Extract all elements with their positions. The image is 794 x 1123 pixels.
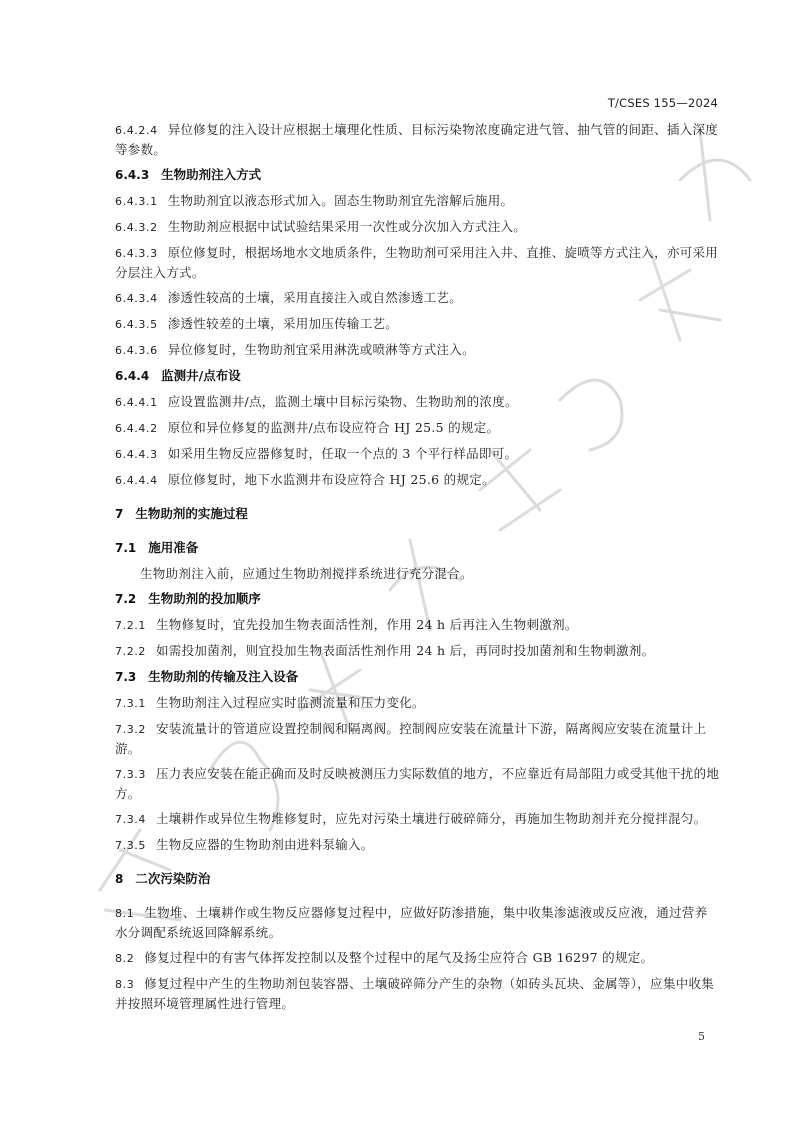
clause-text: 渗透性较高的土壤，采用直接注入或自然渗透工艺。 — [167, 290, 463, 305]
section-title: 生物助剂注入方式 — [161, 167, 262, 182]
section-heading — [115, 165, 720, 185]
clause-number: 6.4.4.1 — [115, 396, 158, 409]
clause-paragraph — [115, 903, 720, 942]
clause-text: 生物助剂注入过程应实时监测流量和压力变化。 — [156, 695, 425, 710]
section-title: 二次污染防治 — [135, 871, 211, 886]
section-number: 6.4.4 — [115, 369, 150, 383]
clause-paragraph — [115, 470, 720, 490]
clause-text: 原位修复时，根据场地水文地质条件，生物助剂可采用注入井、直推、旋喷等方式注入，亦可采用分层注入方式。 — [115, 245, 719, 280]
clause-paragraph — [115, 340, 720, 360]
section-title: 生物助剂的传输及注入设备 — [148, 669, 299, 684]
clause-paragraph — [115, 191, 720, 211]
clause-paragraph — [115, 615, 720, 635]
clause-number: 7.2.1 — [115, 619, 146, 632]
clause-number: 6.4.3.1 — [115, 195, 158, 208]
clause-text: 异位修复时，生物助剂宜采用淋洗或喷淋等方式注入。 — [167, 342, 475, 357]
clause-text: 生物助剂宜以液态形式加入。固态生物助剂宜先溶解后施用。 — [167, 193, 514, 208]
clause-text: 应设置监测井/点，监测土壤中目标污染物、生物助剂的浓度。 — [167, 394, 518, 409]
clause-text: 生物反应器的生物助剂由进料泵输入。 — [156, 837, 374, 852]
section-heading — [115, 538, 720, 558]
clause-number: 6.4.4.4 — [115, 474, 158, 487]
clause-paragraph — [115, 948, 720, 968]
clause-number: 6.4.3.5 — [115, 318, 158, 331]
section-heading — [115, 366, 720, 386]
section-heading — [115, 667, 720, 687]
section-number: 8 — [115, 872, 124, 886]
clause-number: 6.4.4.2 — [115, 422, 158, 435]
clause-paragraph — [115, 719, 720, 758]
clause-number: 7.3.1 — [115, 697, 146, 710]
clause-text: 如需投加菌剂，则宜投加生物表面活性剂作用 24 h 后，再同时投加菌剂和生物刺激剂。 — [156, 643, 655, 658]
section-title: 施用准备 — [148, 540, 199, 555]
clause-number: 6.4.3.2 — [115, 221, 158, 234]
section-title: 生物助剂的实施过程 — [135, 506, 248, 521]
clause-number: 7.3.4 — [115, 813, 146, 826]
clause-number: 8.3 — [115, 978, 135, 991]
clause-text: 土壤耕作或异位生物堆修复时，应先对污染土壤进行破碎筛分，再施加生物助剂并充分搅拌混匀。 — [156, 811, 707, 826]
clause-number: 6.4.3.3 — [115, 247, 158, 260]
clause-number: 7.3.2 — [115, 723, 146, 736]
clause-text: 安装流量计的管道应设置控制阀和隔离阀。控制阀应安装在流量计下游，隔离阀应安装在流量计上游。 — [115, 721, 707, 756]
clause-paragraph — [115, 835, 720, 855]
document-code: T/CSES 155—2024 — [607, 96, 718, 110]
clause-text: 生物修复时，宜先投加生物表面活性剂，作用 24 h 后再注入生物刺激剂。 — [156, 617, 578, 632]
clause-paragraph — [115, 444, 720, 464]
clause-paragraph — [115, 243, 720, 282]
clause-text: 修复过程中的有害气体挥发控制以及整个过程中的尾气及扬尘应符合 GB 16297 的规定。 — [144, 950, 654, 965]
clause-text: 原位和异位修复的监测井/点布设应符合 HJ 25.5 的规定。 — [167, 420, 500, 435]
clause-text: 异位修复的注入设计应根据土壤理化性质、目标污染物浓度确定进气管、抽气管的间距、插入深度等参数。 — [115, 122, 719, 157]
clause-number: 7.2.2 — [115, 645, 146, 658]
section-number: 7 — [115, 507, 124, 521]
clause-number: 6.4.3.6 — [115, 344, 158, 357]
clause-text: 原位修复时，地下水监测井布设应符合 HJ 25.6 的规定。 — [167, 472, 495, 487]
clause-paragraph — [115, 974, 720, 1013]
clause-paragraph — [115, 217, 720, 237]
section-heading — [115, 869, 720, 889]
clause-number: 8.2 — [115, 952, 135, 965]
clause-number: 6.4.3.4 — [115, 292, 158, 305]
clause-paragraph — [115, 809, 720, 829]
section-number: 7.3 — [115, 670, 137, 684]
clause-paragraph — [115, 641, 720, 661]
clause-number: 6.4.4.3 — [115, 448, 158, 461]
section-heading — [115, 589, 720, 609]
clause-text: 渗透性较差的土壤，采用加压传输工艺。 — [167, 316, 399, 331]
page-number: 5 — [698, 1030, 705, 1043]
clause-number: 8.1 — [115, 907, 135, 920]
clause-text: 修复过程中产生的生物助剂包装容器、土壤破碎筛分产生的杂物（如砖头瓦块、金属等），应集中收集并按照环境管理属性进行管理。 — [115, 976, 715, 1011]
body-paragraph: 生物助剂注入前，应通过生物助剂搅拌系统进行充分混合。 — [140, 566, 473, 581]
clause-paragraph — [115, 288, 720, 308]
clause-text: 压力表应安装在能正确而及时反映被测压力实际数值的地方，不应靠近有局部阻力或受其他干扰的地方。 — [115, 766, 720, 801]
clause-text: 生物助剂应根据中试试验结果采用一次性或分次加入方式注入。 — [167, 219, 527, 234]
section-number: 7.2 — [115, 592, 137, 606]
section-title: 监测井/点布设 — [161, 368, 241, 383]
clause-paragraph — [115, 120, 720, 159]
clause-paragraph — [115, 693, 720, 713]
clause-number: 7.3.3 — [115, 768, 146, 781]
section-number: 7.1 — [115, 541, 137, 555]
clause-number: 7.3.5 — [115, 839, 146, 852]
clause-paragraph — [115, 764, 720, 803]
clause-text: 生物堆、土壤耕作或生物反应器修复过程中，应做好防渗措施，集中收集渗滤液或反应液，通过营养水分调配系统返回降解系统。 — [115, 905, 708, 940]
clause-paragraph — [115, 392, 720, 412]
clause-paragraph — [115, 314, 720, 334]
section-number: 6.4.3 — [115, 168, 150, 182]
clause-number: 6.4.2.4 — [115, 124, 158, 137]
section-heading — [115, 504, 720, 524]
clause-paragraph — [115, 418, 720, 438]
clause-text: 如采用生物反应器修复时，任取一个点的 3 个平行样品即可。 — [167, 446, 518, 461]
document-body — [115, 120, 720, 1019]
section-title: 生物助剂的投加顺序 — [148, 591, 261, 606]
